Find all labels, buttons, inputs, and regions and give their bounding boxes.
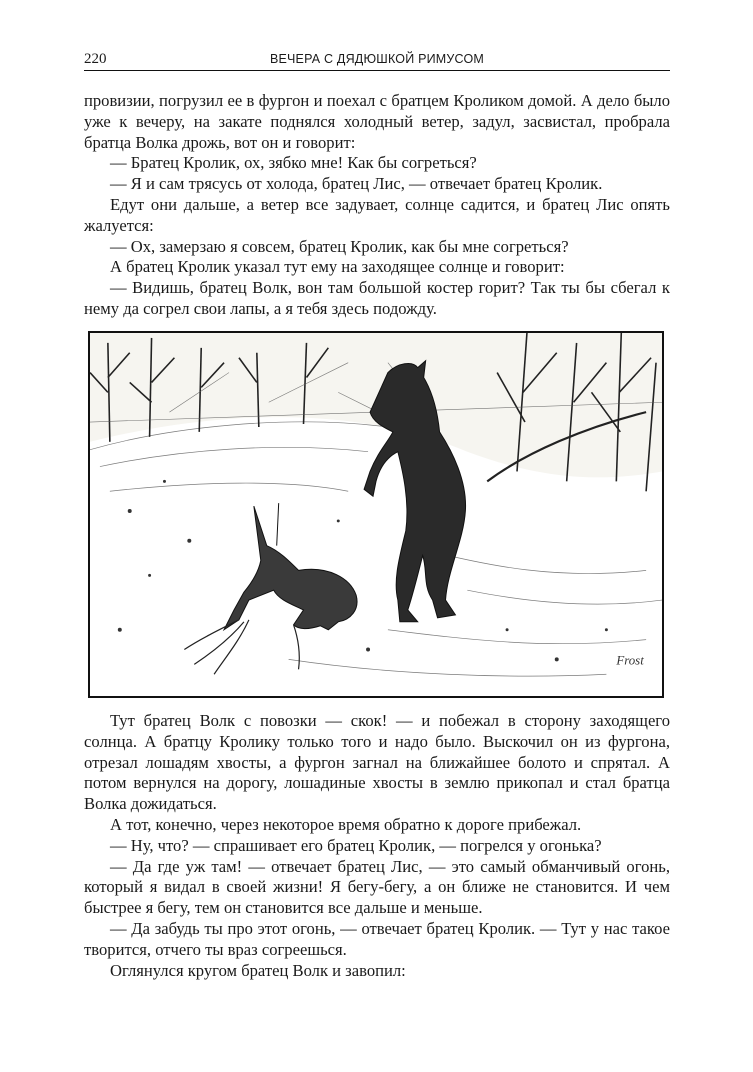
page-number: 220 <box>84 51 107 67</box>
paragraph: Оглянулся кругом братец Волк и завопил: <box>110 960 406 980</box>
paragraph: — Да где уж там! — отвечает братец Лис, — это самый обманчивый огонь, который я видал в своей жизни! Я бегу-бегу, а он ближе не становится. И чем быстрее я бегу, тем он становится все дальше и меньше. <box>84 856 670 918</box>
running-title: ВЕЧЕРА С ДЯДЮШКОЙ РИМУСОМ <box>269 52 485 66</box>
page-header <box>84 48 670 71</box>
paragraph: А братец Кролик указал тут ему на заходящее солнце и говорит: <box>110 257 565 277</box>
paragraph: — Ну, что? — спрашивает его братец Кролик, — погрелся у огонька? <box>110 835 602 855</box>
paragraph: Тут братец Волк с повозки — скок! — и побежал в сторону заходящего солнца. А братцу Кролику только того и надо было. Выскочил он из фургона, отрезал лошадям хвосты, а фургон загнал на ближайшее болото и спрятал. А потом вернулся на дорогу, лошадиные хвосты в землю прикопал и стал братца Волка дожидаться. <box>84 711 670 814</box>
paragraph: — Братец Кролик, ох, зябко мне! Как бы согреться? <box>110 153 477 173</box>
paragraph: А тот, конечно, через некоторое время обратно к дороге прибежал. <box>110 814 582 834</box>
paragraph: — Я и сам трясусь от холода, братец Лис, — отвечает братец Кролик. <box>110 174 603 194</box>
paragraph: — Видишь, братец Волк, вон там большой костер горит? Так ты бы сбегал к нему да согрел свои лапы, а я тебя здесь подожду. <box>84 278 670 318</box>
text-block-bottom <box>84 711 670 981</box>
paragraph: провизии, погрузил ее в фургон и поехал с братцем Кроликом домой. А дело было уже к вечеру, на закате поднялся холодный ветер, задул, засвистал, пробрала братца Волка дрожь, вот он и говорит: <box>84 91 670 152</box>
paragraph: Едут они дальше, а ветер все задувает, солнце садится, и братец Лис опять жалуется: <box>84 194 670 235</box>
illustration-wolf-and-rabbit <box>88 331 664 698</box>
text-block-top <box>84 91 670 320</box>
paragraph: — Ох, замерзаю я совсем, братец Кролик, как бы мне согреться? <box>110 236 569 256</box>
paragraph: — Да забудь ты про этот огонь, — отвечает братец Кролик. — Тут у нас такое творится, отчего ты враз согреешься. <box>84 918 670 959</box>
artist-signature: Frost <box>616 653 644 668</box>
engraving-image <box>90 333 662 696</box>
